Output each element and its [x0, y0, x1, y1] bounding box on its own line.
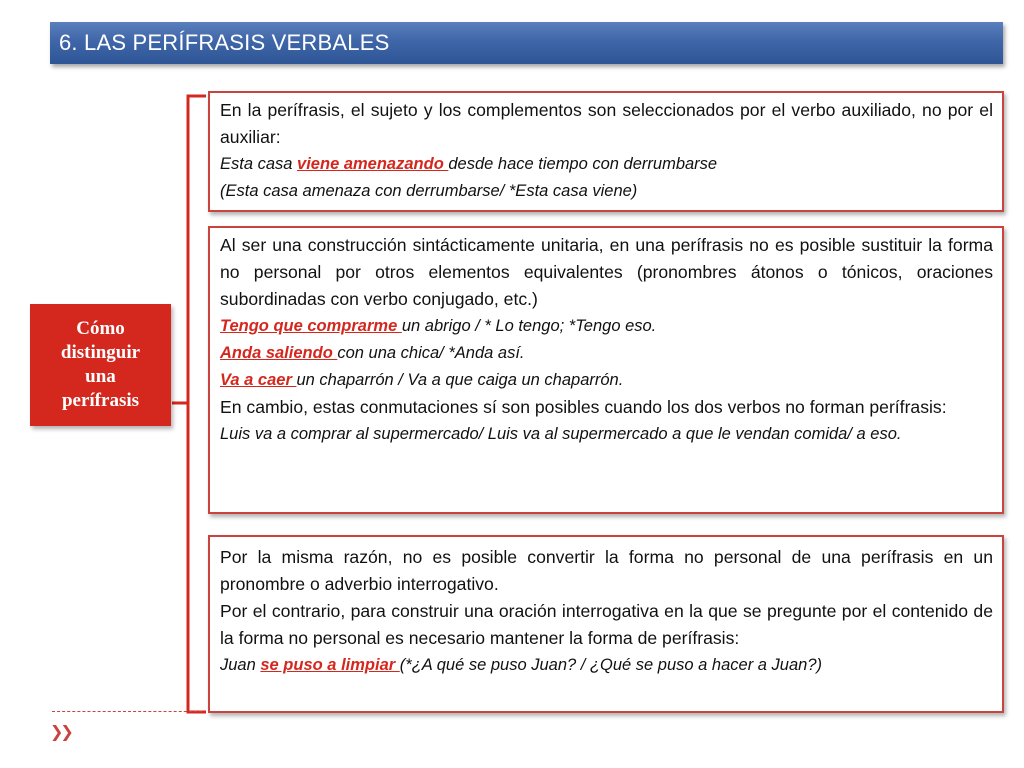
example-text: (*¿A qué se puso Juan? / ¿Qué se puso a hacer a Juan?): [399, 656, 822, 674]
highlighted-periphrasis: se puso a limpiar: [260, 656, 400, 674]
criterion-box-seleccion: [208, 91, 1004, 212]
example-line: [220, 151, 993, 178]
side-label-line: perífrasis: [61, 390, 140, 411]
criterion-text: Por la misma razón, no es posible convertir la forma no personal de una perífrasis en un pronombre o adverbio interrogativo.: [220, 547, 993, 594]
example-text: un chaparrón / Va a que caiga un chaparrón.: [296, 371, 624, 389]
double-chevron-right-icon[interactable]: ❯❯: [50, 724, 71, 741]
example-text: un abrigo / * Lo tengo; *Tengo eso.: [401, 317, 657, 335]
highlighted-periphrasis: Anda saliendo: [220, 344, 338, 362]
side-label-line: distinguir: [60, 342, 141, 363]
criterion-text: En cambio, estas conmutaciones sí son posibles cuando los dos verbos no forman perífrasis:: [220, 397, 947, 417]
footer-divider: [52, 711, 202, 712]
criterion-box-conmutacion: [208, 226, 1004, 514]
criterion-text: En la perífrasis, el sujeto y los complementos son seleccionados por el verbo auxiliado, no por el auxiliar:: [220, 100, 993, 147]
criterion-text: Al ser una construcción sintácticamente unitaria, en una perífrasis no es posible sustituir la forma no personal por otros elementos equivalentes (pronombres átonos o tónicos, oraciones subordinadas con verbo conjugado, etc.): [220, 235, 993, 309]
side-label-como-distinguir: [30, 304, 171, 426]
example-text: Juan: [220, 656, 261, 674]
side-label-line: Cómo: [76, 318, 125, 339]
example-line: [220, 340, 993, 367]
example-line: [220, 313, 993, 340]
highlighted-periphrasis: viene amenazando: [297, 155, 449, 173]
side-label-line: una: [85, 366, 116, 387]
example-line: Luis va a comprar al supermercado/ Luis va al supermercado a que le vendan comida/ a eso.: [220, 425, 902, 443]
criterion-box-interrogativa: [208, 535, 1004, 713]
criterion-text: Por el contrario, para construir una oración interrogativa en la que se pregunte por el contenido de la forma no personal es necesario mantener la forma de perífrasis:: [220, 601, 993, 648]
slide-title: 6. LAS PERÍFRASIS VERBALES: [59, 30, 390, 55]
highlighted-periphrasis: Tengo que comprarme: [220, 317, 402, 335]
example-text: con una chica/ *Anda así.: [337, 344, 525, 362]
highlighted-periphrasis: Va a caer: [220, 371, 297, 389]
example-line: (Esta casa amenaza con derrumbarse/ *Esta casa viene): [220, 182, 638, 200]
example-text: desde hace tiempo con derrumbarse: [448, 155, 718, 173]
example-line: [220, 652, 993, 679]
example-text: Esta casa: [220, 155, 298, 173]
example-line: [220, 367, 993, 394]
